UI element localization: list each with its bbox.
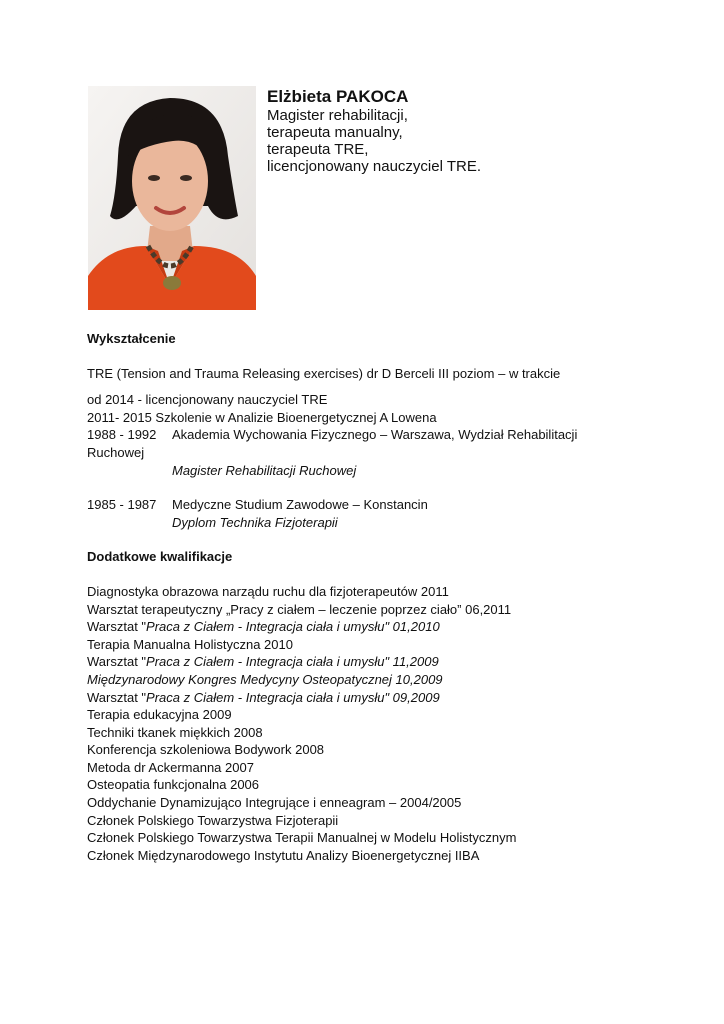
qualification-item: Diagnostyka obrazowa narządu ruchu dla fizjoterapeutów 2011 bbox=[87, 583, 449, 599]
qualification-prefix: Warsztat " bbox=[87, 619, 147, 635]
qualification-item: Międzynarodowy Kongres Medycyny Osteopatycznej 10,2009 bbox=[87, 671, 443, 687]
qualification-item: Oddychanie Dynamizująco Integrujące i enneagram – 2004/2005 bbox=[87, 795, 462, 811]
qualification-item: Terapia edukacyjna 2009 bbox=[87, 707, 232, 723]
qualification-item: Metoda dr Ackermanna 2007 bbox=[87, 759, 254, 775]
title-line: terapeuta manualny, bbox=[267, 124, 403, 141]
qualification-item: Członek Polskiego Towarzystwa Fizjoterapii bbox=[87, 812, 339, 828]
person-name: Elżbieta PAKOCA bbox=[267, 87, 409, 106]
qualification-italic: Praca z Ciałem - Integracja ciała i umysłu" 09,2009 bbox=[146, 689, 440, 705]
qualification-item bbox=[87, 653, 687, 671]
education-msz-desc: Medyczne Studium Zawodowe – Konstancin bbox=[172, 497, 428, 513]
qualification-prefix: Warsztat " bbox=[87, 654, 147, 670]
title-line: licencjonowany nauczyciel TRE. bbox=[267, 158, 481, 175]
education-msz-years: 1985 - 1987 bbox=[87, 497, 157, 513]
profile-photo bbox=[88, 86, 256, 310]
qualification-prefix: Warsztat " bbox=[87, 689, 147, 705]
qualification-item: Członek Międzynarodowego Instytutu Analizy Bioenergetycznej IIBA bbox=[87, 847, 480, 863]
education-msz-degree: Dyplom Technika Fizjoterapii bbox=[172, 514, 338, 530]
qualification-item: Osteopatia funkcjonalna 2006 bbox=[87, 777, 260, 793]
education-awf bbox=[87, 426, 687, 444]
title-line: terapeuta TRE, bbox=[267, 141, 369, 158]
title-line: Magister rehabilitacji, bbox=[267, 107, 408, 124]
qualification-item: Techniki tkanek miękkich 2008 bbox=[87, 724, 263, 740]
cv-body bbox=[87, 330, 687, 864]
qualification-item: Konferencja szkoleniowa Bodywork 2008 bbox=[87, 742, 325, 758]
education-2014: od 2014 - licencjonowany nauczyciel TRE bbox=[87, 392, 328, 408]
education-awf-degree: Magister Rehabilitacji Ruchowej bbox=[172, 462, 357, 478]
education-msz bbox=[87, 496, 687, 514]
qualification-item bbox=[87, 618, 687, 636]
education-awf-desc: Akademia Wychowania Fizycznego – Warszawa, Wydział Rehabilitacji bbox=[172, 427, 578, 443]
qualification-item bbox=[87, 689, 687, 707]
qualification-item: Członek Polskiego Towarzystwa Terapii Manualnej w Modelu Holistycznym bbox=[87, 830, 517, 846]
education-awf-years: 1988 - 1992 bbox=[87, 427, 157, 443]
qualification-italic: Praca z Ciałem - Integracja ciała i umysłu" 01,2010 bbox=[146, 619, 440, 635]
qualification-item: Terapia Manualna Holistyczna 2010 bbox=[87, 636, 293, 652]
qualification-item: Warsztat terapeutyczny „Pracy z ciałem – leczenie poprzez ciało” 06,2011 bbox=[87, 601, 512, 617]
education-awf-cont: Ruchowej bbox=[87, 444, 145, 460]
education-heading: Wykształcenie bbox=[87, 331, 176, 346]
qualifications-heading: Dodatkowe kwalifikacje bbox=[87, 549, 233, 565]
education-tre: TRE (Tension and Trauma Releasing exercises) dr D Berceli III poziom – w trakcie bbox=[87, 365, 561, 381]
education-2011: 2011- 2015 Szkolenie w Analizie Bioenergetycznej A Lowena bbox=[87, 409, 437, 425]
header bbox=[267, 86, 481, 175]
qualification-italic: Praca z Ciałem - Integracja ciała i umysłu" 11,2009 bbox=[146, 654, 439, 670]
